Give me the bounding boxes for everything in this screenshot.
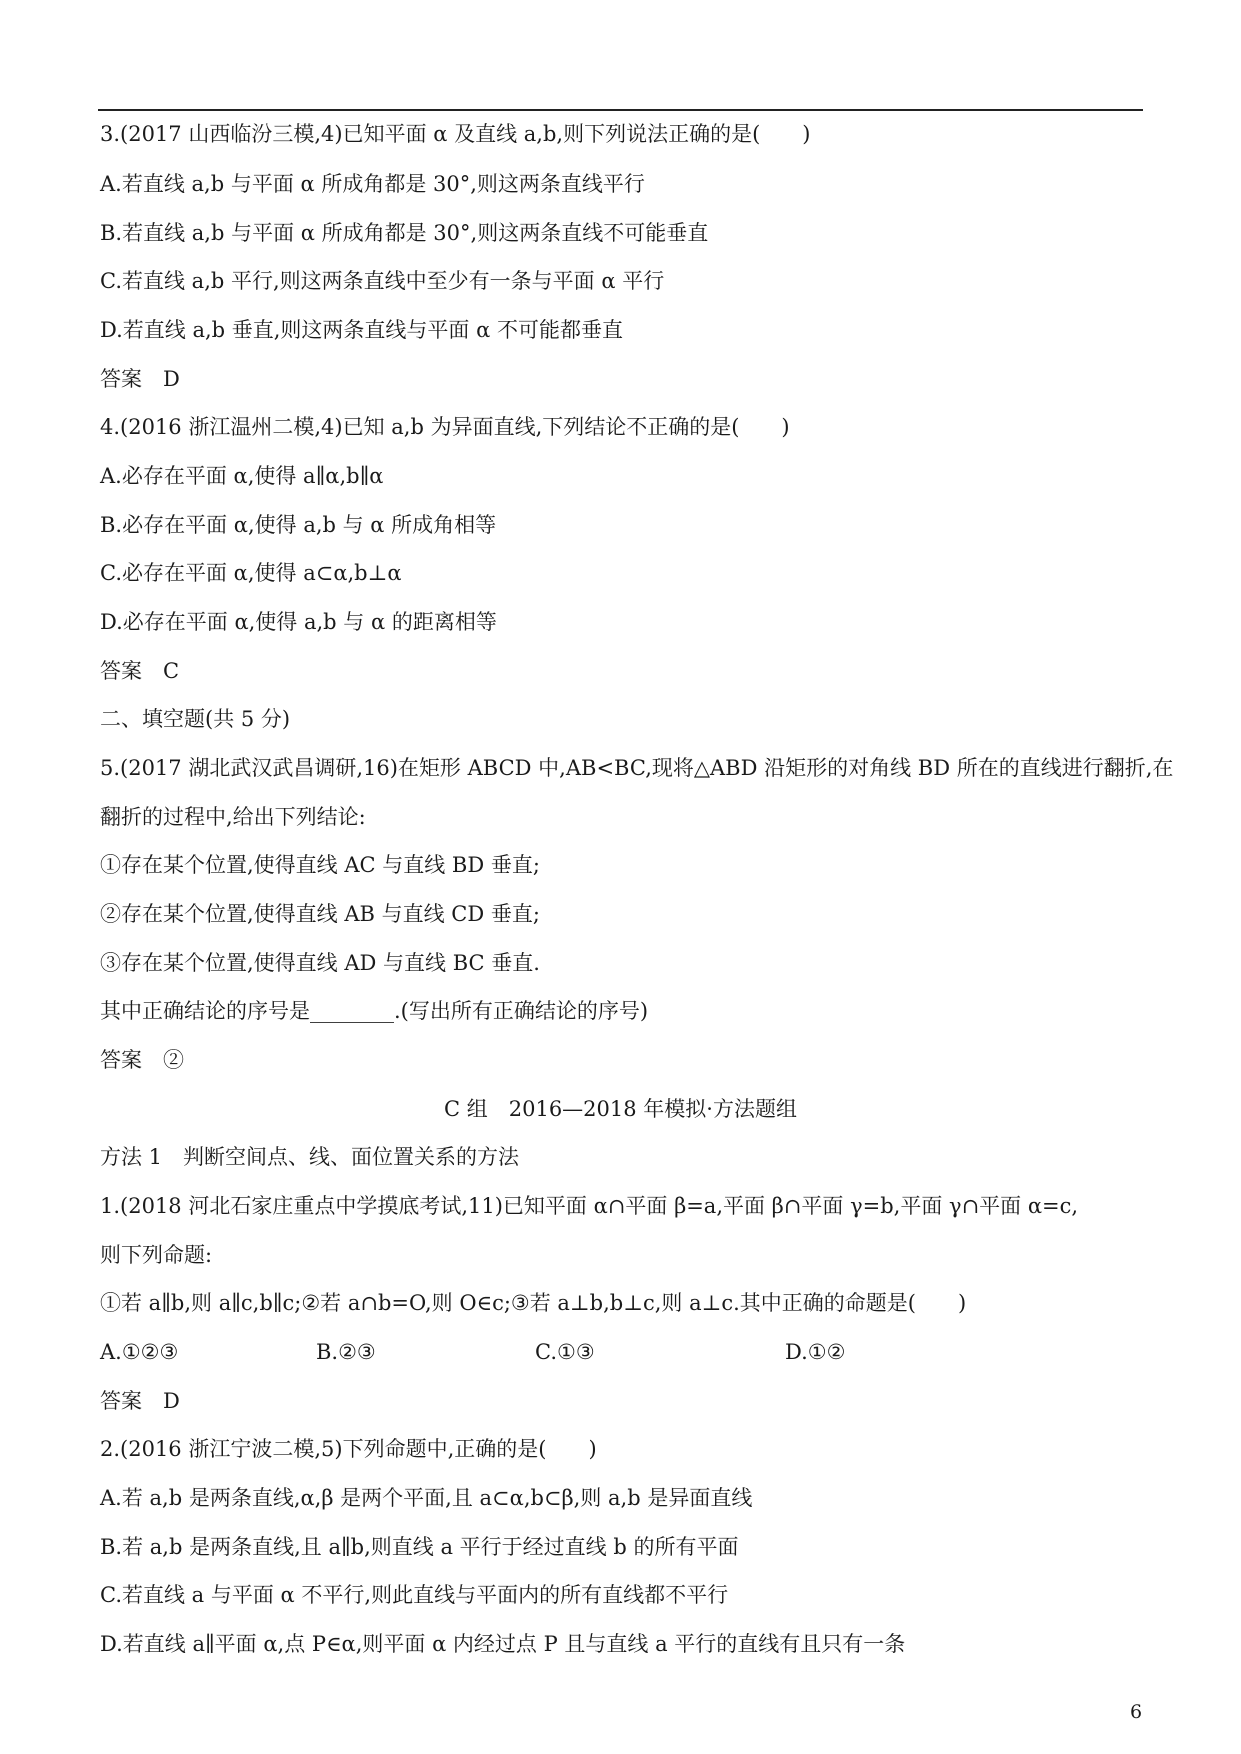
- q3-option-d: D.若直线 a,b 垂直,则这两条直线与平面 α 不可能都垂直: [100, 318, 623, 342]
- q4-option-a: A.必存在平面 α,使得 a∥α,b∥α: [100, 464, 384, 488]
- method-q2-option-b: B.若 a,b 是两条直线,且 a∥b,则直线 a 平行于经过直线 b 的所有平面: [100, 1535, 739, 1559]
- method-q2-option-a: A.若 a,b 是两条直线,α,β 是两个平面,且 a⊂α,b⊂β,则 a,b 是异面直线: [100, 1486, 753, 1510]
- method-q2-option-d: D.若直线 a∥平面 α,点 P∈α,则平面 α 内经过点 P 且与直线 a 平行的直线有且只有一条: [100, 1632, 906, 1656]
- method-q1-answer: 答案 D: [100, 1389, 180, 1413]
- method-q1-option-a: A.①②③: [100, 1340, 179, 1364]
- method-q1-option-d: D.①②: [785, 1340, 846, 1364]
- q3-answer: 答案 D: [100, 367, 180, 391]
- page-number: 6: [1130, 1701, 1143, 1723]
- q5-statement-1: ①存在某个位置,使得直线 AC 与直线 BD 垂直;: [100, 853, 540, 877]
- q3-option-a: A.若直线 a,b 与平面 α 所成角都是 30°,则这两条直线平行: [100, 172, 645, 196]
- question-4-stem: 4.(2016 浙江温州二模,4)已知 a,b 为异面直线,下列结论不正确的是( ): [100, 415, 790, 439]
- question-3-stem: 3.(2017 山西临汾三模,4)已知平面 α 及直线 a,b,则下列说法正确的是( ): [100, 122, 811, 146]
- question-5-stem-cont: 翻折的过程中,给出下列结论:: [100, 805, 366, 829]
- method-q1-options: [100, 1339, 1145, 1365]
- q5-answer: 答案 ②: [100, 1048, 184, 1072]
- q3-option-b: B.若直线 a,b 与平面 α 所成角都是 30°,则这两条直线不可能垂直: [100, 221, 709, 245]
- method-q1-stem-cont: 则下列命题:: [100, 1243, 213, 1267]
- q5-statement-3: ③存在某个位置,使得直线 AD 与直线 BC 垂直.: [100, 951, 540, 975]
- method-q2-option-c: C.若直线 a 与平面 α 不平行,则此直线与平面内的所有直线都不平行: [100, 1583, 729, 1607]
- method-q1-stem: 1.(2018 河北石家庄重点中学摸底考试,11)已知平面 α∩平面 β=a,平面 β∩平面 γ=b,平面 γ∩平面 α=c,: [100, 1194, 1079, 1218]
- q4-option-d: D.必存在平面 α,使得 a,b 与 α 的距离相等: [100, 610, 497, 634]
- q3-option-c: C.若直线 a,b 平行,则这两条直线中至少有一条与平面 α 平行: [100, 269, 665, 293]
- method-1-heading: 方法 1 判断空间点、线、面位置关系的方法: [100, 1145, 520, 1169]
- question-5-stem: 5.(2017 湖北武汉武昌调研,16)在矩形 ABCD 中,AB<BC,现将△ABD 沿矩形的对角线 BD 所在的直线进行翻折,在: [100, 756, 1174, 780]
- q4-answer: 答案 C: [100, 659, 180, 683]
- q4-option-b: B.必存在平面 α,使得 a,b 与 α 所成角相等: [100, 513, 497, 537]
- q5-statement-2: ②存在某个位置,使得直线 AB 与直线 CD 垂直;: [100, 902, 540, 926]
- section-heading-fill-blank: 二、填空题(共 5 分): [100, 707, 291, 731]
- method-q2-stem: 2.(2016 浙江宁波二模,5)下列命题中,正确的是( ): [100, 1437, 597, 1461]
- method-q1-option-c: C.①③: [535, 1340, 595, 1364]
- q4-option-c: C.必存在平面 α,使得 a⊂α,b⊥α: [100, 561, 402, 585]
- q5-prompt: 其中正确结论的序号是________.(写出所有正确结论的序号): [100, 999, 649, 1023]
- header-rule: [98, 109, 1143, 111]
- method-q1-option-b: B.②③: [316, 1340, 376, 1364]
- method-q1-statements: ①若 a∥b,则 a∥c,b∥c;②若 a∩b=O,则 O∈c;③若 a⊥b,b⊥c,则 a⊥c.其中正确的命题是( ): [100, 1291, 967, 1315]
- group-c-title: C 组 2016—2018 年模拟·方法题组: [444, 1097, 797, 1121]
